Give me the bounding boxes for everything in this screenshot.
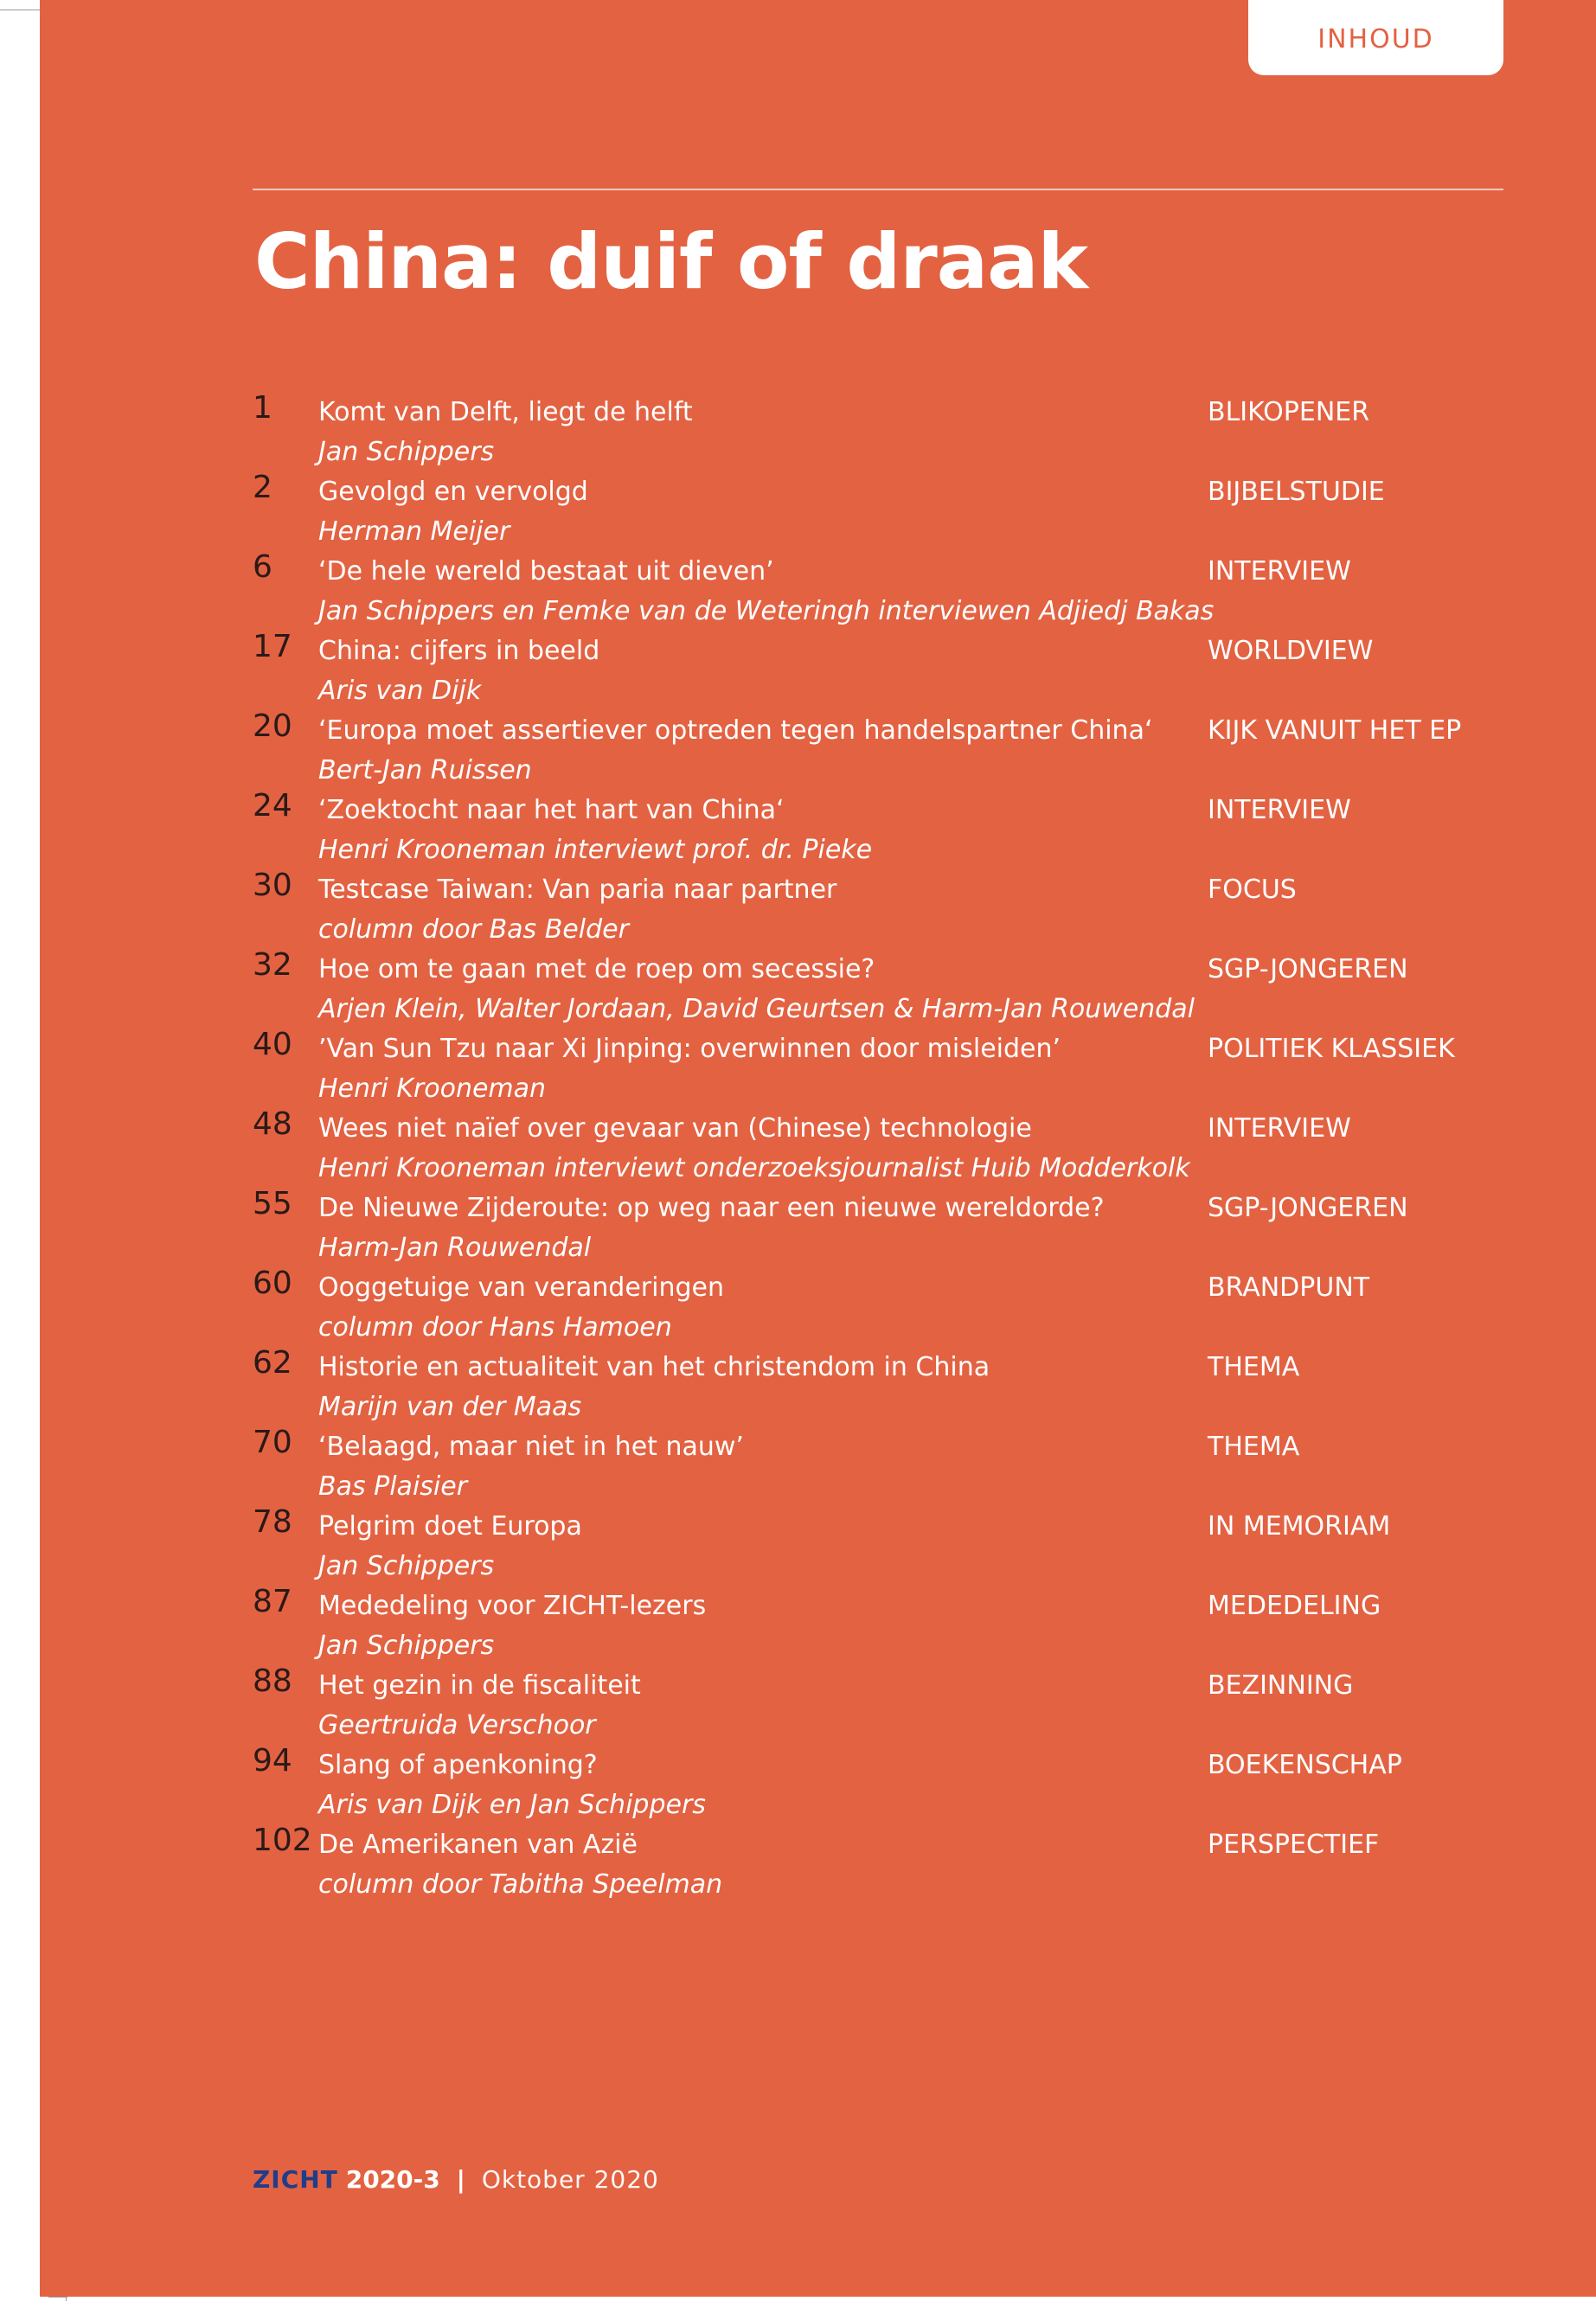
toc-author: Jan Schippers — [318, 1551, 495, 1581]
toc-article-title: Wees niet naïef over gevaar van (Chinese) technologie — [318, 1113, 1032, 1144]
toc-page-number: 87 — [253, 1584, 292, 1619]
footer-issue: 2020-3 — [345, 2165, 440, 2194]
toc-article-title: Pelgrim doet Europa — [318, 1511, 582, 1541]
toc-page-number: 6 — [253, 549, 272, 585]
toc-entry — [253, 631, 1516, 711]
toc-entry — [253, 1427, 1516, 1507]
toc-page-number: 2 — [253, 470, 272, 505]
toc-author: Bert-Jan Ruissen — [318, 755, 532, 785]
section-tab — [1248, 0, 1503, 75]
toc-category: BEZINNING — [1208, 1670, 1354, 1701]
toc-article-title: Komt van Delft, liegt de helft — [318, 397, 693, 427]
toc-author: Marijn van der Maas — [318, 1392, 582, 1422]
toc-page-number: 55 — [253, 1186, 292, 1221]
toc-category: POLITIEK KLASSIEK — [1208, 1034, 1455, 1064]
toc-entry — [253, 390, 1516, 472]
title-divider — [253, 189, 1503, 190]
toc-category: BOEKENSCHAP — [1208, 1750, 1402, 1780]
section-label: INHOUD — [1317, 24, 1434, 54]
toc-entry — [253, 1186, 1516, 1268]
toc-page-number: 88 — [253, 1663, 292, 1699]
toc-page-number: 70 — [253, 1425, 292, 1460]
toc-category: THEMA — [1208, 1352, 1300, 1382]
toc-entry — [253, 1345, 1516, 1427]
toc-page-number: 20 — [253, 708, 292, 744]
toc-page-number: 60 — [253, 1266, 292, 1301]
footer-separator: | — [456, 2165, 465, 2194]
toc-category: WORLDVIEW — [1208, 636, 1374, 666]
toc-category: IN MEMORIAM — [1208, 1511, 1391, 1541]
toc-article-title: ‘De hele wereld bestaat uit dieven’ — [318, 556, 774, 586]
toc-entry — [253, 870, 1516, 950]
toc-article-title: Mededeling voor ZICHT-lezers — [318, 1591, 707, 1621]
toc-author: Henri Krooneman interviewt onderzoeksjournalist Huib Modderkolk — [318, 1153, 1190, 1183]
toc-page-number: 48 — [253, 1106, 292, 1142]
toc-category: BRANDPUNT — [1208, 1272, 1370, 1303]
toc-page-number: 24 — [253, 788, 292, 824]
toc-author: Jan Schippers — [318, 1631, 495, 1661]
toc-article-title: ‘Belaagd, maar niet in het nauw’ — [318, 1432, 744, 1462]
toc-entry — [253, 1504, 1516, 1586]
toc-author: Aris van Dijk en Jan Schippers — [318, 1790, 706, 1820]
toc-article-title: Ooggetuige van veranderingen — [318, 1272, 724, 1303]
toc-page-number: 102 — [253, 1823, 312, 1858]
page-title: China: duif of draak — [254, 217, 1088, 306]
toc-article-title: ‘Zoektocht naar het hart van China‘ — [318, 795, 785, 825]
toc-article-title: Slang of apenkoning? — [318, 1750, 598, 1780]
toc-article-title: Hoe om te gaan met de roep om secessie? — [318, 954, 875, 984]
toc-page-number: 78 — [253, 1504, 292, 1540]
toc-article-title: De Amerikanen van Azië — [318, 1830, 638, 1860]
footer-date: Oktober 2020 — [481, 2165, 659, 2194]
toc-author: Henri Krooneman interviewt prof. dr. Pieke — [318, 835, 873, 865]
toc-article-title: De Nieuwe Zijderoute: op weg naar een nieuwe wereldorde? — [318, 1193, 1105, 1223]
toc-author: column door Bas Belder — [318, 914, 629, 945]
toc-article-title: Historie en actualiteit van het christendom in China — [318, 1352, 990, 1382]
toc-entry — [253, 947, 1516, 1029]
toc-category: MEDEDELING — [1208, 1591, 1381, 1621]
toc-category: KIJK VANUIT HET EP — [1208, 715, 1462, 746]
toc-page-number: 32 — [253, 947, 292, 983]
toc-entry — [253, 1743, 1516, 1825]
toc-article-title: China: cijfers in beeld — [318, 636, 600, 666]
toc-category: BLIKOPENER — [1208, 397, 1370, 427]
toc-article-title: ’Van Sun Tzu naar Xi Jinping: overwinnen door misleiden’ — [318, 1034, 1061, 1064]
toc-entry — [253, 472, 1516, 552]
toc-author: Henri Krooneman — [318, 1074, 547, 1104]
toc-author: Jan Schippers — [318, 437, 495, 467]
toc-category: FOCUS — [1208, 875, 1297, 905]
toc-author: Herman Meijer — [318, 516, 510, 547]
toc-entry — [253, 708, 1516, 791]
footer-brand: ZICHT — [253, 2165, 338, 2194]
toc-article-title: Het gezin in de fiscaliteit — [318, 1670, 641, 1701]
toc-category: THEMA — [1208, 1432, 1300, 1462]
toc-category: PERSPECTIEF — [1208, 1830, 1380, 1860]
toc-author: Aris van Dijk — [318, 676, 482, 706]
toc-page-number: 94 — [253, 1743, 292, 1779]
toc-category: SGP-JONGEREN — [1208, 954, 1408, 984]
toc-page-number: 1 — [253, 390, 272, 426]
toc-entry — [253, 1106, 1516, 1189]
toc-entry — [253, 549, 1516, 631]
toc-entry — [253, 1029, 1516, 1109]
toc-author: Jan Schippers en Femke van de Weteringh interviewen Adjiedj Bakas — [318, 596, 1215, 626]
toc-article-title: Gevolgd en vervolgd — [318, 477, 588, 507]
toc-entry — [253, 1586, 1516, 1666]
toc-entry — [253, 1663, 1516, 1746]
toc-entry — [253, 1825, 1516, 1905]
toc-page-number: 40 — [253, 1027, 292, 1062]
table-of-contents — [253, 390, 1516, 1905]
toc-category: BIJBELSTUDIE — [1208, 477, 1385, 507]
toc-author: Arjen Klein, Walter Jordaan, David Geurtsen & Harm-Jan Rouwendal — [318, 994, 1195, 1024]
toc-entry — [253, 1268, 1516, 1348]
toc-entry — [253, 788, 1516, 870]
toc-author: Harm-Jan Rouwendal — [318, 1233, 592, 1263]
toc-category: INTERVIEW — [1208, 795, 1351, 825]
toc-page-number: 30 — [253, 868, 292, 903]
toc-page-number: 62 — [253, 1345, 292, 1381]
toc-article-title: ‘Europa moet assertiever optreden tegen handelspartner China‘ — [318, 715, 1153, 746]
toc-category: SGP-JONGEREN — [1208, 1193, 1408, 1223]
footer — [253, 2164, 659, 2195]
crop-mark — [48, 2297, 67, 2298]
toc-article-title: Testcase Taiwan: Van paria naar partner — [318, 875, 837, 905]
toc-author: Bas Plaisier — [318, 1471, 468, 1502]
toc-category: INTERVIEW — [1208, 556, 1351, 586]
toc-author: column door Hans Hamoen — [318, 1312, 672, 1343]
toc-author: Geertruida Verschoor — [318, 1710, 596, 1740]
toc-author: column door Tabitha Speelman — [318, 1869, 723, 1900]
toc-page-number: 17 — [253, 629, 292, 664]
toc-category: INTERVIEW — [1208, 1113, 1351, 1144]
